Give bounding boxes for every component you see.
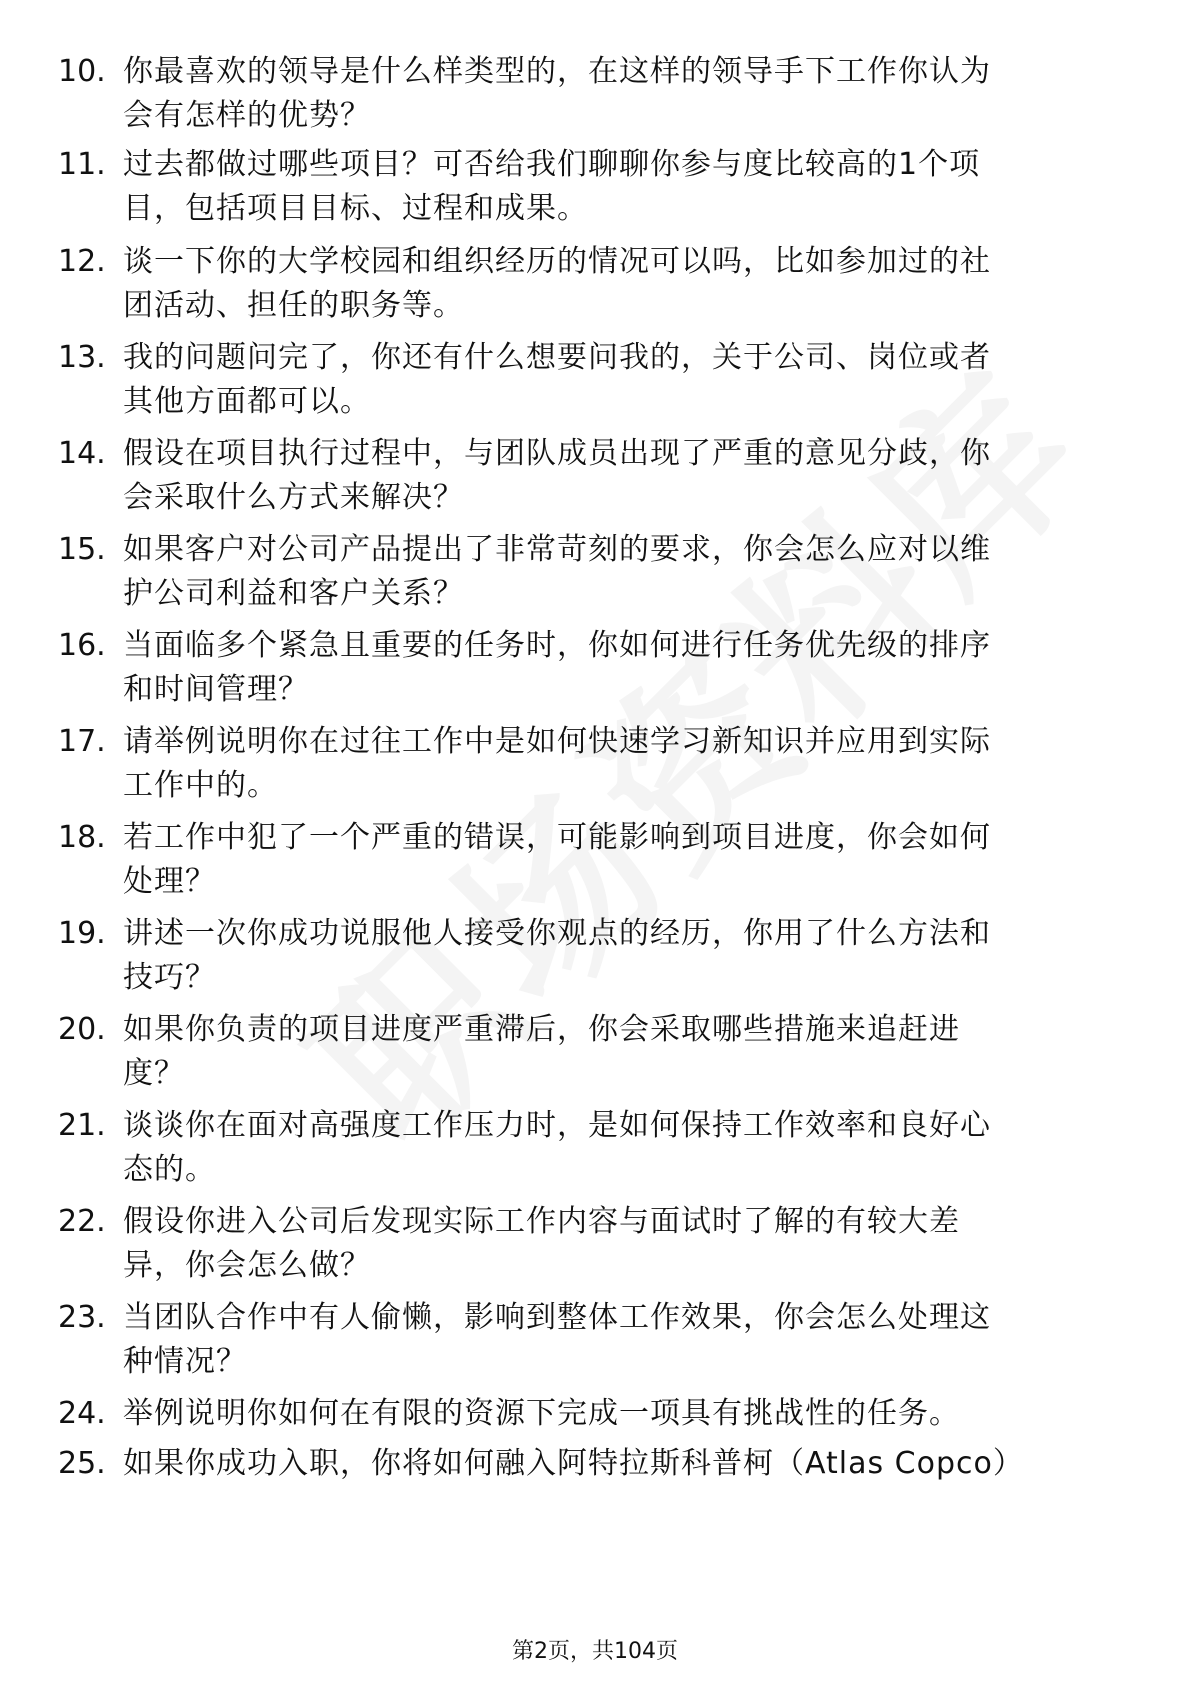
question-text: 我的问题问完了，你还有什么想要问我的，关于公司、岗位或者 其他方面都可以。 — [123, 340, 991, 419]
page-footer: 第2页，共104页 — [512, 1639, 678, 1664]
question-text: 如果你成功入职，你将如何融入阿特拉斯科普柯（Atlas Copco） — [123, 1446, 1024, 1481]
question-number: 22. — [58, 1204, 106, 1239]
question-number: 20. — [58, 1012, 106, 1047]
question-number: 23. — [58, 1300, 106, 1335]
question-text: 举例说明你如何在有限的资源下完成一项具有挑战性的任务。 — [123, 1396, 960, 1431]
question-number: 13. — [58, 340, 106, 375]
question-number: 21. — [58, 1108, 106, 1143]
question-number: 18. — [58, 820, 106, 855]
question-number: 19. — [58, 916, 106, 951]
question-number: 16. — [58, 628, 106, 663]
question-number: 25. — [58, 1446, 106, 1481]
question-text: 你最喜欢的领导是什么样类型的，在这样的领导手下工作你认为 会有怎样的优势？ — [123, 54, 991, 133]
question-text: 谈谈你在面对高强度工作压力时，是如何保持工作效率和良好心 态的。 — [123, 1108, 991, 1187]
question-text: 若工作中犯了一个严重的错误，可能影响到项目进度，你会如何 处理？ — [123, 820, 991, 899]
question-text: 当团队合作中有人偷懒，影响到整体工作效果，你会怎么处理这 种情况？ — [123, 1300, 991, 1379]
question-text: 假设在项目执行过程中，与团队成员出现了严重的意见分歧，你 会采取什么方式来解决？ — [123, 436, 991, 515]
question-text: 如果客户对公司产品提出了非常苛刻的要求，你会怎么应对以维 护公司利益和客户关系？ — [123, 532, 991, 611]
question-number: 11. — [58, 147, 106, 182]
question-number: 17. — [58, 724, 106, 759]
question-text: 讲述一次你成功说服他人接受你观点的经历，你用了什么方法和 技巧？ — [123, 916, 991, 995]
question-text: 如果你负责的项目进度严重滞后，你会采取哪些措施来追赶进 度？ — [123, 1012, 960, 1091]
question-number: 14. — [58, 436, 106, 471]
question-text: 请举例说明你在过往工作中是如何快速学习新知识并应用到实际 工作中的。 — [123, 724, 991, 803]
question-number: 10. — [58, 54, 106, 89]
question-text: 当面临多个紧急且重要的任务时，你如何进行任务优先级的排序 和时间管理？ — [123, 628, 991, 707]
question-text: 假设你进入公司后发现实际工作内容与面试时了解的有较大差 异，你会怎么做？ — [123, 1204, 960, 1283]
question-number: 24. — [58, 1396, 106, 1431]
question-text: 过去都做过哪些项目？可否给我们聊聊你参与度比较高的1个项 目，包括项目目标、过程和成果。 — [123, 147, 981, 226]
question-number: 15. — [58, 532, 106, 567]
question-text: 谈一下你的大学校园和组织经历的情况可以吗，比如参加过的社 团活动、担任的职务等。 — [123, 244, 991, 323]
question-number: 12. — [58, 244, 106, 279]
